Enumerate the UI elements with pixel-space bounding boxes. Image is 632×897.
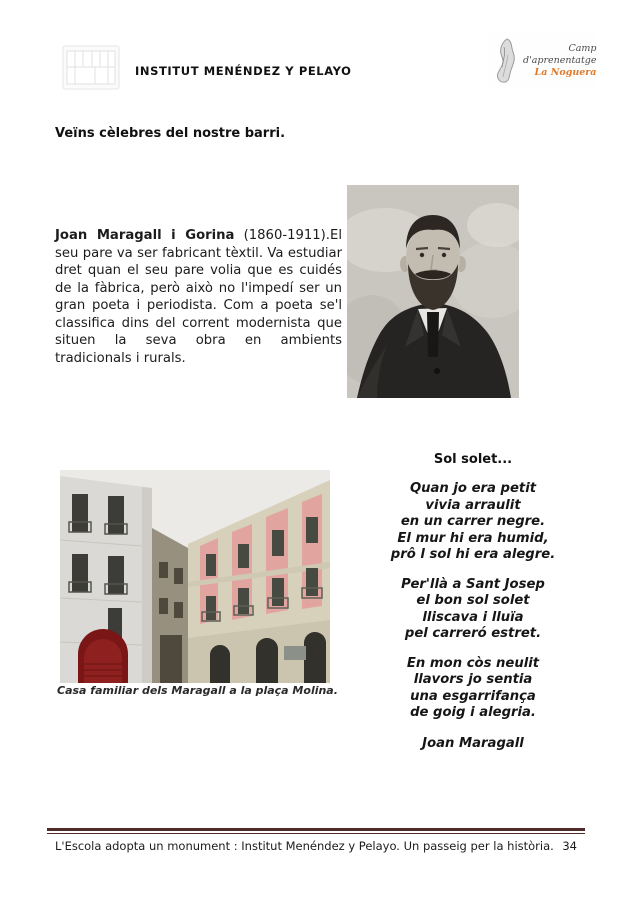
poem-line: En mon còs neulit	[406, 655, 540, 671]
poem-block	[368, 452, 578, 751]
poem-line: El mur hi era humid,	[397, 530, 549, 546]
biography-name: Joan Maragall i Gorina	[55, 228, 235, 243]
camp-aprenentatge-logo	[489, 33, 596, 89]
camp-logo-text	[523, 43, 598, 79]
camp-logo-line1: Camp	[568, 43, 597, 54]
poem-title: Sol solet...	[433, 452, 513, 467]
poem-line: vivia arraulit	[425, 497, 521, 513]
poem-line: de goig i alegria.	[410, 705, 536, 720]
poem-stanza-1	[368, 481, 578, 564]
poem-line: el bon sol solet	[416, 593, 530, 608]
poem-line: llavors jo sentia	[413, 672, 533, 687]
poem-stanza-2	[368, 577, 578, 643]
page-title: Veïns cèlebres del nostre barri.	[55, 126, 286, 141]
poem-line: Quan jo era petit	[409, 481, 537, 496]
biography-paragraph	[55, 227, 342, 367]
footer-page-number: 34	[562, 839, 577, 853]
footer-divider	[47, 828, 585, 834]
building-photo-caption: Casa familiar dels Maragall a la plaça Molina.	[57, 684, 338, 697]
poem-line: en un carrer negre.	[400, 514, 546, 529]
footer-text: L'Escola adopta un monument : Institut Menéndez y Pelayo. Un passeig per la història.	[55, 839, 554, 853]
camp-logo-sketch-icon	[489, 35, 523, 87]
poem-line: prô l sol hi era alegre.	[390, 547, 556, 562]
facade-grid-logo-icon	[62, 45, 120, 90]
portrait-photo-joan-maragall	[347, 185, 519, 398]
camp-logo-line3: La Noguera	[534, 67, 597, 78]
footer	[55, 839, 577, 853]
camp-logo-line2: d'aprenentatge	[523, 55, 597, 66]
poem-stanza-3	[368, 656, 578, 722]
poem-line: pel carreró estret.	[404, 626, 542, 641]
poem-line: lliscava i lluïa	[422, 609, 524, 625]
poem-signature: Joan Maragall	[422, 735, 524, 751]
poem-line: Per'llà a Sant Josep	[401, 576, 545, 592]
biography-text: (1860-1911).El seu pare va ser fabricant tèxtil. Va estudiar dret quan el seu pare volia que es cuidés de la fàbrica, però això no l'impedí ser un gran poeta i periodista. Com a poeta se'l classifica dins del corrent modernista que situen la seva obra en ambients tradicionals i rurals.	[55, 228, 342, 366]
poem-line: una esgarrifança	[410, 688, 536, 704]
building-photo-placa-molina	[60, 470, 330, 683]
school-title: INSTITUT MENÉNDEZ Y PELAYO	[135, 64, 352, 78]
